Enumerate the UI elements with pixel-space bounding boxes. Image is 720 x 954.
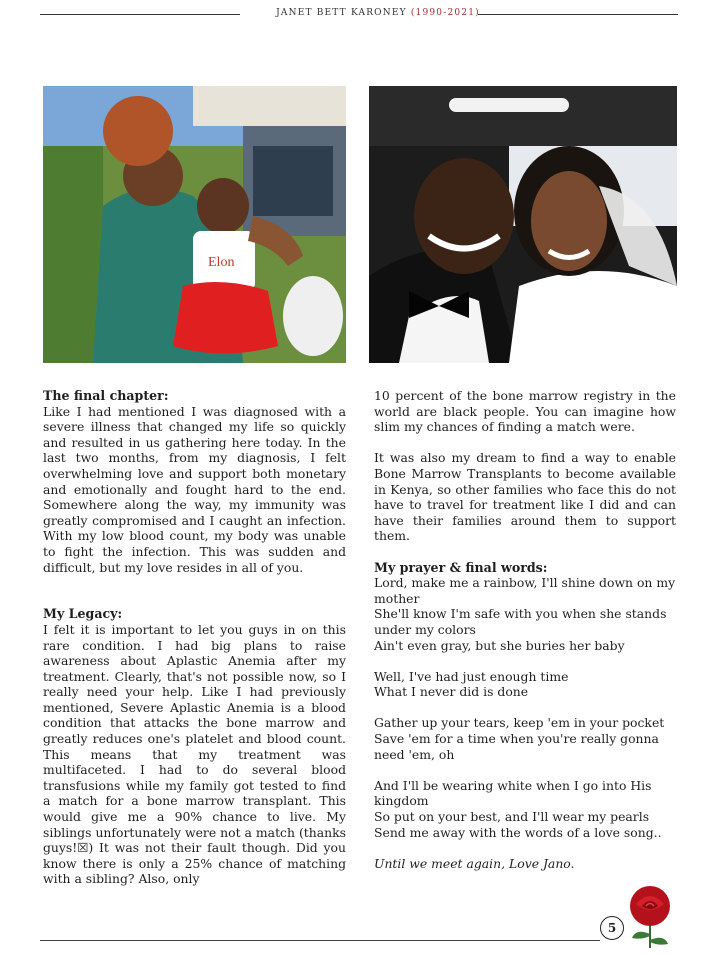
page-number: 5 [600,916,624,940]
signoff: Until we meet again, Love Jano. [374,855,575,871]
right-text-column [374,388,676,871]
section-heading-final-chapter: The final chapter: [43,388,169,403]
svg-text:Elon: Elon [208,255,235,270]
poem [374,575,676,840]
rose-icon [620,882,680,950]
section-heading-legacy: My Legacy: [43,606,123,622]
kenya-dream-paragraph: It was also my dream to find a way to enable Bone Marrow Transplants to become available in Kenya, so other families who face this do not have to travel for treatment like I did and can have their families around them to support them. [374,450,676,544]
final-chapter-body: Like I had mentioned I was diagnosed with a severe illness that changed my life so quickly and resulted in us gathering here today. In the last two months, from my diagnosis, I felt overwhelming love and support both monetary and emotionally and fought hard to the end. Somewhere along the way, my immunity was greatly compromised and I caught an infection. With my low blood count, my body was unable to fight the infection. This was sudden and difficult, but my love resides in all of you. [43,403,346,575]
left-text-column [43,388,346,887]
poem-line: What I never did is done [374,684,529,700]
poem-line: Lord, make me a rainbow, I'll shine down on my mother [374,575,676,606]
poem-line: And I'll be wearing white when I go into His kingdom [374,777,652,809]
poem-line: She'll know I'm safe with you when she stands under my colors [374,606,667,637]
header-rule-left [40,14,240,15]
header-rule-right [478,14,678,15]
header-years: (1990-2021) [410,8,480,18]
legacy-body: I felt it is important to let you guys in on this rare condition. I had big plans to raise awareness about Aplastic Anemia after my treatment. Clearly, that's not possible now, so I really need your help. Like I had previously mentioned, Severe Aplastic Anemia is a blood condition that attacks the bone marrow and greatly reduces one's platelet and blood count. This means that my treatment was multifaceted. I had to do several blood transfusions while my family got tested to find a match for a bone marrow transplant. This would give me a 90% chance to live. My siblings unfortunately were not a match (thanks guys!☒) It was not their fault though. Did you know there is only a 25% chance of matching with a sibling? Also, only [43,621,346,887]
header-title [240,8,516,18]
poem-line: Ain't even gray, but she buries her baby [374,637,625,653]
poem-line: Save 'em for a time when you're really gonna need 'em, oh [374,731,659,762]
registry-paragraph: 10 percent of the bone marrow registry in the world are black people. You can imagine how slim my chances of finding a match were. [374,388,676,435]
photo-wedding-couple [369,86,677,363]
page-header [40,8,678,22]
poem-line: So put on your best, and I'll wear my pearls [374,809,650,825]
photo-mother-and-baby [43,86,346,363]
poem-line: Send me away with the words of a love song.. [374,824,662,840]
poem-line: Gather up your tears, keep 'em in your pocket [374,715,665,731]
poem-line: Well, I've had just enough time [374,668,569,684]
header-name: JANET BETT KARONEY [276,8,407,18]
footer-rule [40,940,600,941]
section-heading-prayer: My prayer & final words: [374,559,548,575]
